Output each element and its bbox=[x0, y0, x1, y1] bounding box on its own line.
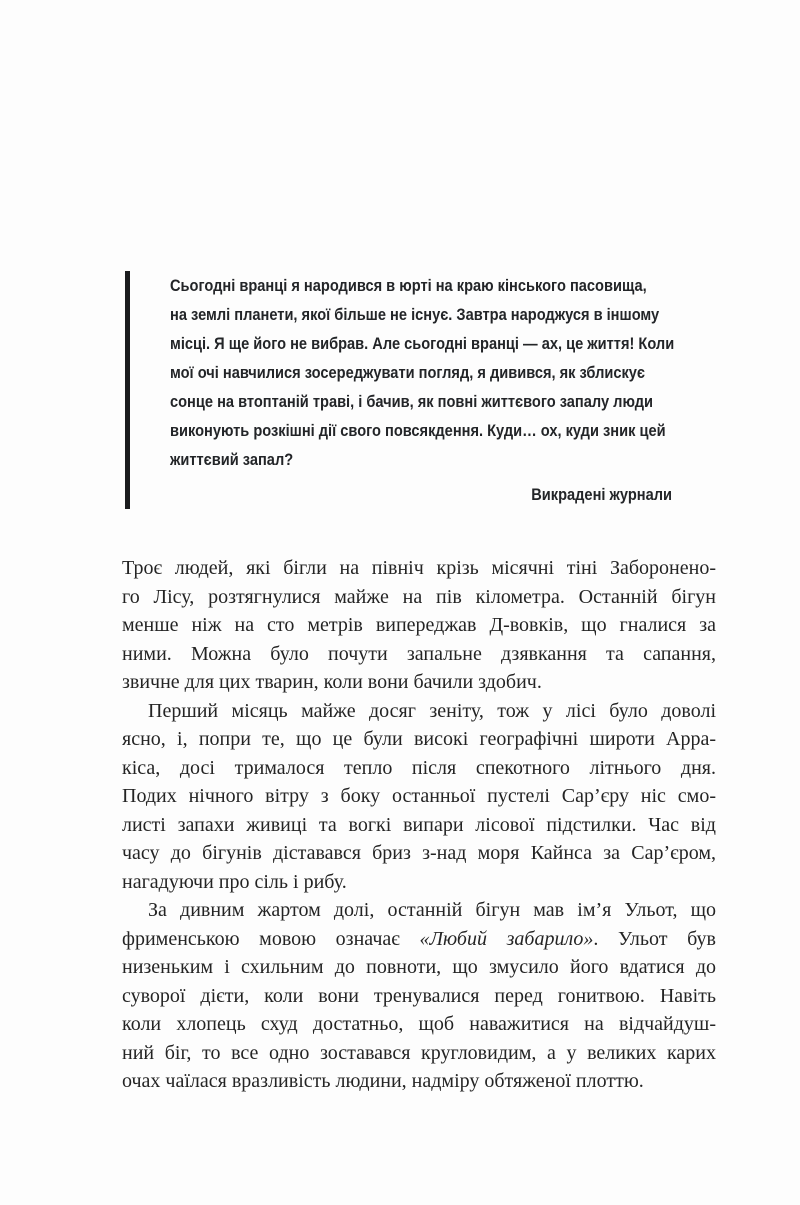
italic-phrase: «Любий забарило» bbox=[419, 927, 594, 950]
epigraph-attribution: Викрадені журнали bbox=[531, 485, 672, 504]
epigraph-lines bbox=[170, 271, 675, 474]
text-line: часу до бігунів діставався бриз з-над моря Кайнса за Сар’єром, bbox=[122, 842, 716, 864]
text-line: Перший місяць майже досяг зеніту, тож у лісі було доволі bbox=[148, 699, 716, 722]
epigraph-line: сонце на втоптаній траві, і бачив, як повні життєвого запалу люди bbox=[170, 392, 654, 411]
text-line: очах чаїлася вразливість людини, надміру обтяженої плоттю. bbox=[122, 1070, 644, 1092]
epigraph-line: на землі планети, якої більше не існує. Завтра народжуся в іншому bbox=[170, 305, 660, 324]
epigraph-line: життєвий запал? bbox=[170, 450, 294, 469]
text-line: кіса, досі трималося тепло після спекотного літнього дня. bbox=[122, 756, 716, 779]
text-line: суворої дієти, коли вони тренувалися перед гонитвою. Навіть bbox=[122, 984, 716, 1007]
text-line: листі запахи живиці та вогкі випари лісової підстилки. Час від bbox=[122, 813, 716, 836]
epigraph-line: Сьогодні вранці я народився в юрті на краю кінського пасовища, bbox=[170, 276, 647, 295]
epigraph-line: мої очі навчилися зосереджувати погляд, я дивився, як зблискує bbox=[170, 363, 646, 382]
epigraph-block bbox=[125, 271, 675, 509]
text-line: низеньким і схильним до повноти, що змусило його вдатися до bbox=[122, 956, 716, 978]
body-text bbox=[122, 554, 716, 1096]
text-line: го Лісу, розтягнулися майже на пів кілометра. Останній бігун bbox=[122, 585, 716, 608]
text-line: Троє людей, які бігли на північ крізь місячні тіні Заборонено- bbox=[122, 557, 716, 579]
text-line: коли хлопець схуд достатньо, щоб наважитися на відчайдуш- bbox=[122, 1013, 716, 1035]
text-line: Подих нічного вітру з боку останньої пустелі Сар’єру ніс смо- bbox=[122, 785, 716, 807]
paragraph bbox=[122, 697, 716, 897]
paragraph bbox=[122, 554, 716, 697]
text-line: звичне для цих тварин, коли вони бачили здобич. bbox=[122, 671, 542, 693]
text-line: За дивним жартом долі, останній бігун мав ім’я Ульот, що bbox=[148, 899, 716, 921]
text-line: ними. Можна було почути запальне дзявкання та сапання, bbox=[122, 642, 716, 665]
epigraph-line: виконують розкішні дії свого повсякдення. Куди… ох, куди зник цей bbox=[170, 421, 666, 440]
text-line: менше ніж на сто метрів випереджав Д-вовків, що гналися за bbox=[122, 614, 716, 636]
text-line: фрименською мовою означає «Любий забарило». Ульот був bbox=[122, 927, 716, 950]
text-line: ясно, і, попри те, що це були високі географічні широти Арра- bbox=[122, 728, 716, 750]
text-line: ний біг, то все одно зоставався кругловидим, а у великих карих bbox=[122, 1041, 716, 1064]
paragraph bbox=[122, 896, 716, 1096]
text-line: нагадуючи про сіль і рибу. bbox=[122, 870, 347, 893]
epigraph-line: місці. Я ще його не вибрав. Але сьогодні вранці — ах, це життя! Коли bbox=[170, 334, 675, 353]
